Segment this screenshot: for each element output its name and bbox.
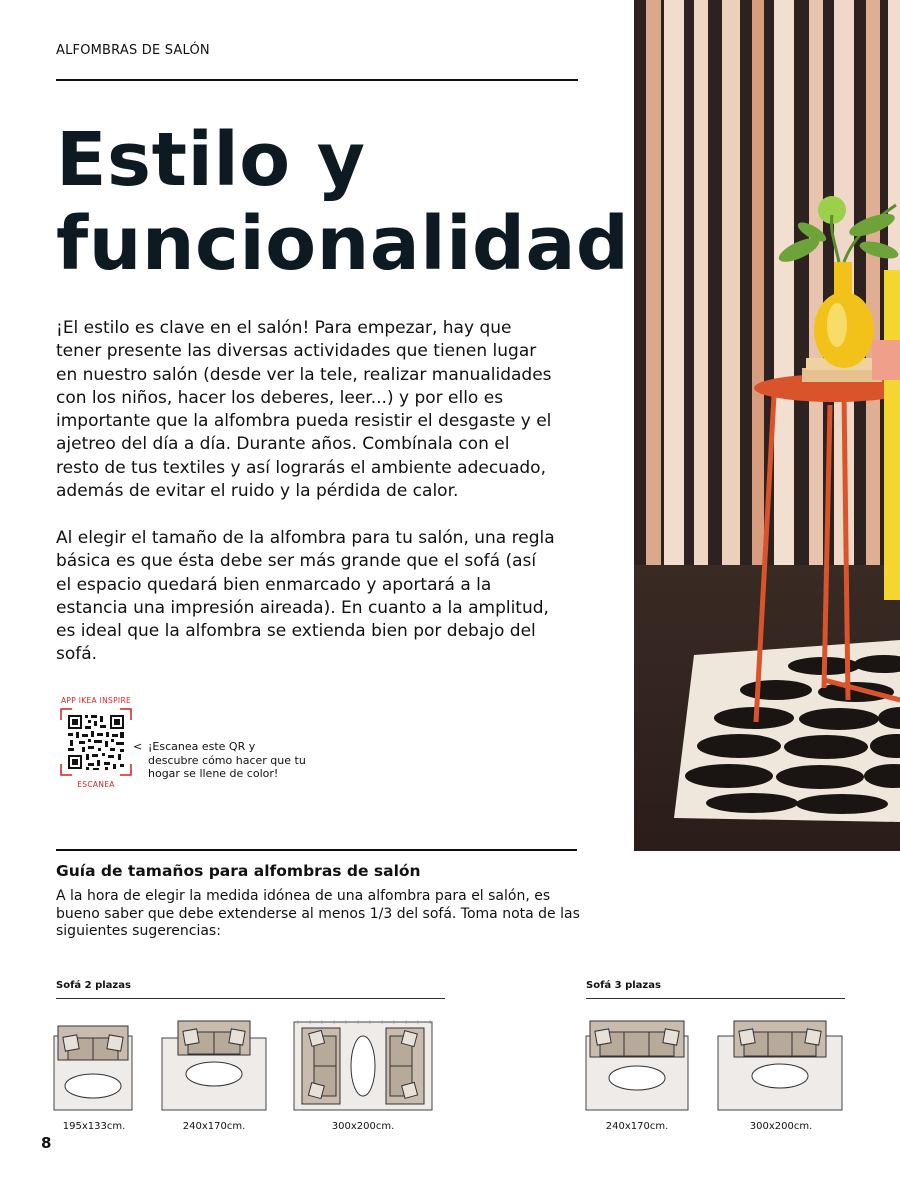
header-rule [56, 79, 578, 81]
size-caption: 195x133cm. [62, 1121, 126, 1132]
guide-text: A la hora de elegir la medida idónea de una alfombra para el salón, es bueno saber que debe extenderse al menos 1/3 del sofá. Toma nota de las siguientes sugerencias: [56, 888, 580, 939]
group-label-2-seater: Sofá 2 plazas [56, 980, 131, 991]
body-paragraph-1: ¡El estilo es clave en el salón! Para empezar, hay que tener presente las diversas actividades que tienen lugar en nuestro salón (desde ver la tele, realizar manualidades con los niños, hacer los deberes, leer...) y por ello es importante que la alfombra pueda resistir el desgaste y el ajetreo del día a día. Durante años. Combínala con el resto de tus textiles y así lograrás el ambiente adecuado, además de evitar el ruido y la pérdida de calor. [56, 318, 552, 502]
qr-code-block[interactable] [56, 696, 136, 791]
group-rule-3-seater [586, 998, 845, 999]
dotted-rug [674, 640, 900, 822]
size-caption: 240x170cm. [605, 1121, 669, 1132]
qr-pointer-icon: < [133, 740, 143, 753]
title-line-2: funcionalidad [56, 201, 630, 287]
rug-diagram-3-seater-300x200 [716, 1018, 846, 1114]
qr-note: ¡Escanea este QR y descubre cómo hacer que tu hogar se llene de color! [148, 740, 306, 780]
group-label-3-seater: Sofá 3 plazas [586, 980, 661, 991]
size-caption: 300x200cm. [749, 1121, 813, 1132]
rug-diagram-240x170 [160, 1018, 268, 1114]
rug-diagram-3-seater-240x170 [584, 1018, 690, 1114]
size-caption: 240x170cm. [182, 1121, 246, 1132]
qr-scan-label: ESCANEA [77, 780, 115, 789]
qr-app-label: APP IKEA INSPIRE [60, 696, 131, 705]
qr-code-icon[interactable] [60, 708, 132, 776]
guide-title: Guía de tamaños para alfombras de salón [56, 862, 421, 880]
size-caption: 300x200cm. [331, 1121, 395, 1132]
group-rule-2-seater [56, 998, 445, 999]
body-paragraph-2: Al elegir el tamaño de la alfombra para tu salón, una regla básica es que ésta debe ser más grande que el sofá (así el espacio quedará bien enmarcado y aportará a la estancia una impresión aireada). En cuanto a la amplitud, es ideal que la alfombra se extienda bien por debajo del sofá. [56, 528, 555, 665]
rug-diagram-195x133 [52, 1018, 136, 1114]
rug-diagram-300x200 [290, 1018, 436, 1114]
guide-rule [56, 849, 577, 851]
page-title [56, 118, 629, 286]
section-label: ALFOMBRAS DE SALÓN [56, 43, 210, 58]
title-line-1: Estilo y [56, 117, 366, 203]
living-room-photo [634, 0, 900, 851]
page-number: 8 [41, 1134, 52, 1152]
